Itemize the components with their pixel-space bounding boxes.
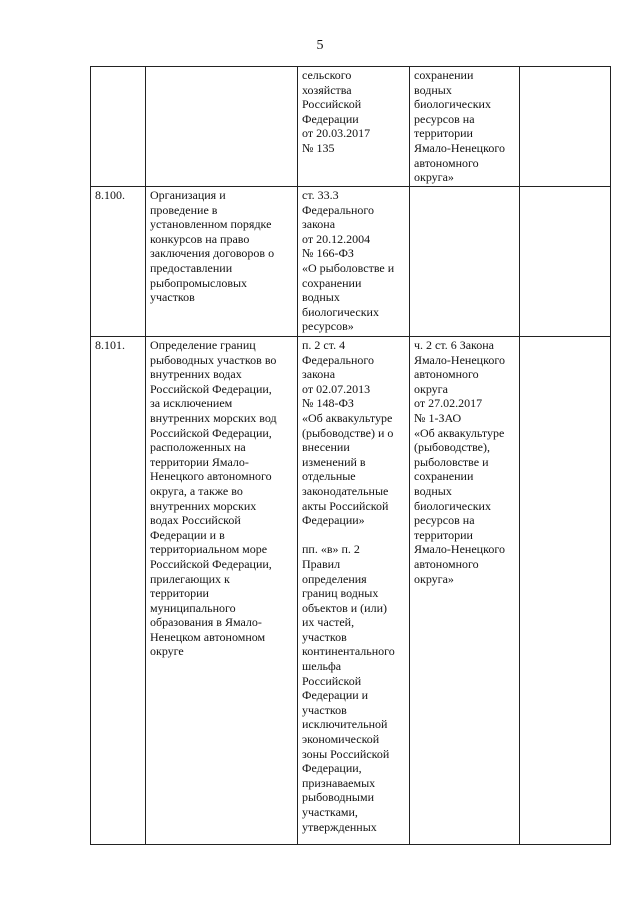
- regional-legal-basis: сохранении водных биологических ресурсов на территории Ямало-Ненецкого автономного округа»: [410, 67, 520, 187]
- note-cell: [520, 337, 611, 845]
- row-number: 8.101.: [91, 337, 146, 845]
- authority-name: [146, 67, 298, 187]
- federal-legal-basis: п. 2 ст. 4 Федерального закона от 02.07.2013 № 148-ФЗ «Об аквакультуре (рыбоводстве) и о внесении изменений в отдельные законодательные акты Российской Федерации»: [302, 338, 394, 528]
- note-cell: [520, 67, 611, 187]
- federal-legal-basis: ст. 33.3 Федерального закона от 20.12.2004 № 166-ФЗ «О рыболовстве и сохранении водных биологических ресурсов»: [298, 187, 410, 337]
- row-number: 8.100.: [91, 187, 146, 337]
- authority-name: Определение границ рыбоводных участков во внутренних водах Российской Федерации, за исключением внутренних морских вод Российской Федерации, расположенных на территории Ямало- Ненецкого автономного округа, а также во внутренних морских водах Российской Федерации и в территориальном море Российской Федерации, прилегающих к территории муниципального образования в Ямало- Ненецком автономном округе: [146, 337, 298, 845]
- federal-legal-basis-continued: пп. «в» п. 2 Правил определения границ водных объектов и (или) их частей, участков континентального шельфа Российской Федерации и участков исключительной экономической зоны Российской Федерации, признаваемых рыбоводными участками, утвержденных: [302, 542, 395, 834]
- table-row: [91, 187, 611, 337]
- authority-table: [90, 66, 611, 845]
- note-cell: [520, 187, 611, 337]
- page-number: 5: [316, 38, 324, 53]
- authority-name: Организация и проведение в установленном порядке конкурсов на право заключения договоров о предоставлении рыбопромысловых участков: [146, 187, 298, 337]
- row-number: [91, 67, 146, 187]
- regional-legal-basis: [410, 187, 520, 337]
- table-row: [91, 67, 611, 187]
- table-row: [91, 337, 611, 845]
- federal-legal-basis-cell: [298, 337, 410, 845]
- regional-legal-basis: ч. 2 ст. 6 Закона Ямало-Ненецкого автономного округа от 27.02.2017 № 1-ЗАО «Об аквакультуре (рыбоводстве), рыболовстве и сохранении водных биологических ресурсов на территории Ямало-Ненецкого автономного округа»: [410, 337, 520, 845]
- federal-legal-basis: сельского хозяйства Российской Федерации от 20.03.2017 № 135: [298, 67, 410, 187]
